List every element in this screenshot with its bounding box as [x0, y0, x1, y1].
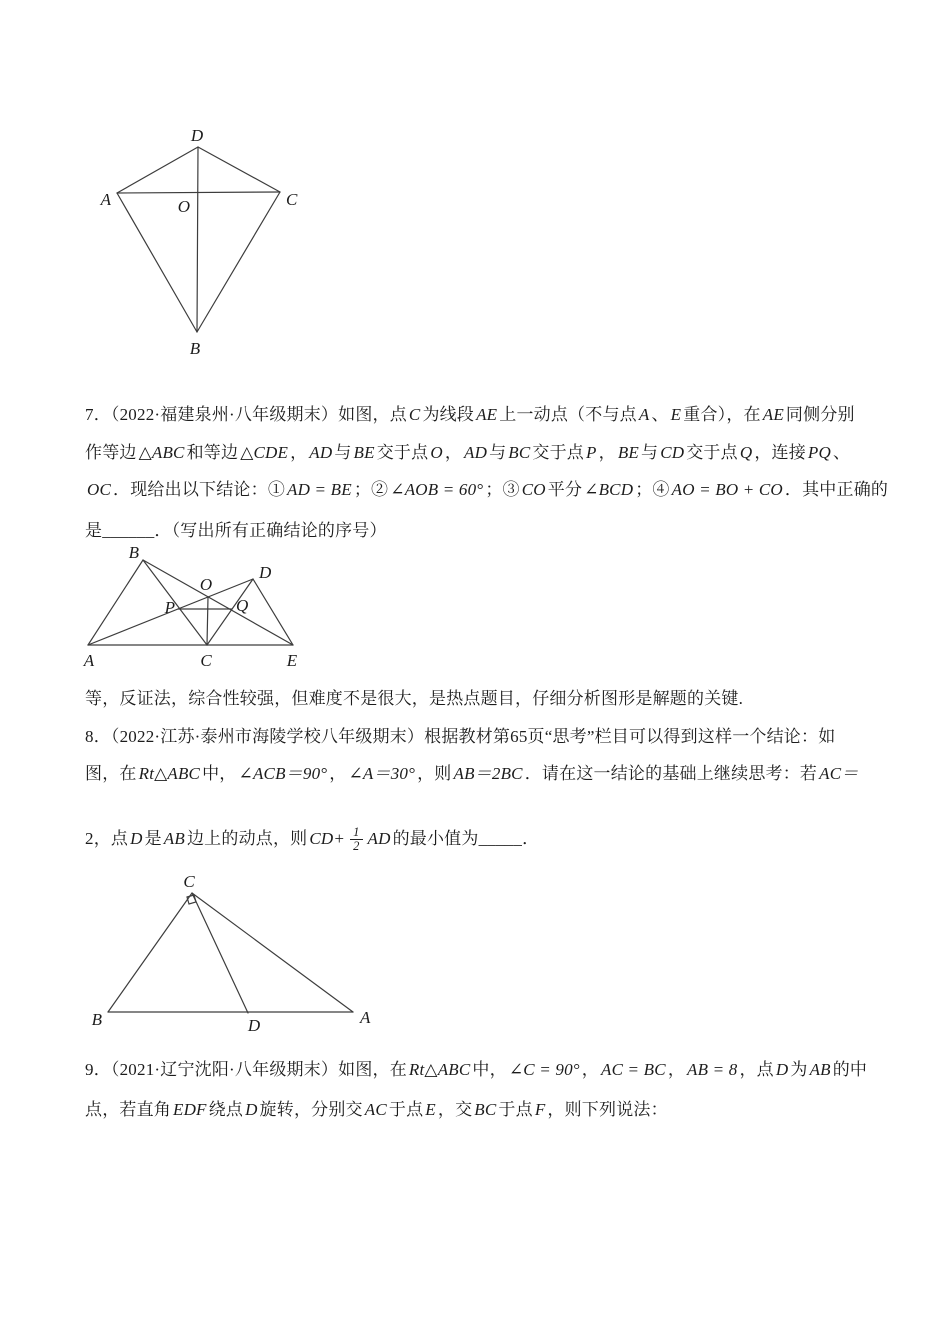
vertex-label-D: D — [190, 126, 204, 145]
figure-two-triangles — [75, 545, 315, 673]
figure-kite-quadrilateral — [80, 110, 380, 375]
segment-AC — [117, 192, 280, 193]
vertex-label-A: A — [360, 1008, 371, 1027]
question-8-line-2: 图，在 Rt△ABC 中， ∠ACB＝90° ， ∠A＝30° ，则 AB＝2BC ．请在这一结论的基础上继续思考：若 AC＝ — [85, 764, 859, 783]
question-7-line-4: 是______．（写出所有正确结论的序号） — [85, 521, 387, 540]
vertex-label-B: B — [91, 1010, 102, 1029]
question-9-line-1: 9．（2021·辽宁沈阳·八年级期末）如图，在 Rt△ABC 中， ∠C = 90° ， AC = BC ， AB = 8 ，点 D 为 AB 的中 — [85, 1060, 868, 1079]
vertex-label-O: O — [199, 575, 213, 594]
segment-DB — [197, 147, 198, 332]
vertex-label-B: B — [189, 339, 201, 358]
vertex-label-C: C — [286, 190, 298, 209]
segment-BC — [143, 560, 207, 645]
vertex-label-C: C — [200, 651, 212, 670]
segment-DC — [198, 147, 280, 192]
vertex-label-D: D — [259, 563, 272, 582]
question-7-line-1: 7．（2022·福建泉州·八年级期末）如图，点 C 为线段 AE 上一动点（不与点 A 、 E 重合），在 AE 同侧分别 — [85, 405, 855, 424]
segment-DA — [117, 147, 198, 193]
question-9-line-2: 点，若直角 EDF 绕点 D 旋转，分别交 AC 于点 E ，交 BC 于点 F ，则下列说法： — [85, 1100, 668, 1119]
commentary-line: 等，反证法，综合性较强，但难度不是很大，是热点题目，仔细分析图形是解题的关键. — [85, 689, 744, 708]
question-8-line-3: 2，点 D 是 AB 边上的动点，则 CD+ $\frac{1}{2}$ AD 的最小值为_____． — [85, 825, 540, 854]
vertex-label-A: A — [100, 190, 111, 209]
segment-CD — [192, 893, 248, 1013]
question-8-line-1: 8．（2022·江苏·泰州市海陵学校八年级期末）根据教材第65页“思考”栏目可以得到这样一个结论：如 — [85, 727, 836, 746]
question-7-line-3: OC ．现给出以下结论：① AD = BE ；② ∠AOB = 60° ；③ CO 平分 ∠BCD ；④ AO = BO + CO ．其中正确的 — [87, 480, 889, 499]
segment-AB — [88, 560, 143, 645]
segment-BC — [108, 893, 192, 1012]
vertex-label-D: D — [247, 1016, 261, 1035]
figure-right-triangle — [80, 865, 400, 1040]
segment-CA — [192, 893, 353, 1012]
vertex-label-B: B — [128, 543, 139, 562]
segment-OC — [207, 597, 208, 645]
fraction-one-half: $\frac{1}{2}$ — [350, 826, 362, 853]
vertex-label-E: E — [286, 651, 298, 670]
vertex-label-O: O — [177, 197, 190, 216]
segment-DE — [253, 579, 293, 645]
question-7-line-2: 作等边 △ABC 和等边 △CDE ， AD 与 BE 交于点 O ， AD 与 BC 交于点 P ， BE 与 CD 交于点 Q ，连接 PQ 、 — [85, 443, 851, 462]
segment-CB — [197, 192, 280, 332]
vertex-label-Q: Q — [236, 596, 249, 615]
vertex-label-A: A — [83, 651, 95, 670]
vertex-label-C: C — [183, 872, 195, 891]
vertex-label-P: P — [164, 598, 175, 617]
